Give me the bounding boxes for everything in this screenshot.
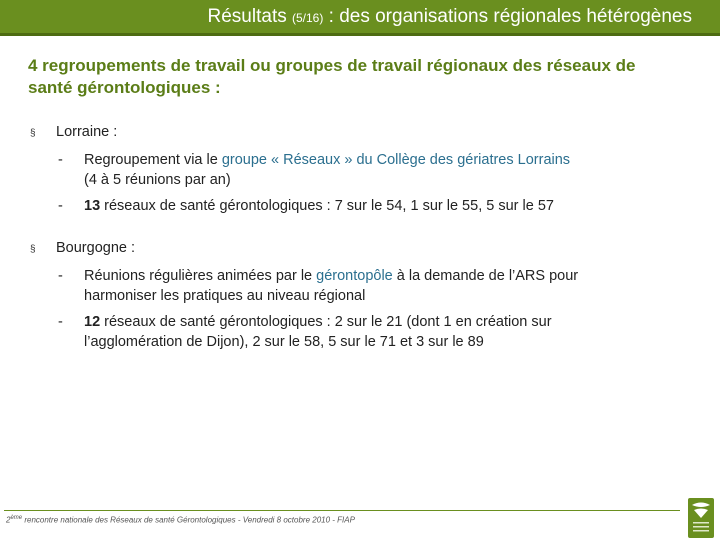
footer-superscript: ème (10, 515, 23, 521)
bullet-row (28, 238, 698, 260)
footer-divider (4, 510, 680, 511)
slide-subtitle (28, 55, 688, 99)
section-label: Bourgogne : (56, 240, 136, 256)
dash-marker: - (58, 268, 63, 284)
item-text: Regroupement via le (84, 152, 222, 168)
section-lorraine (28, 122, 698, 216)
list-item-line (84, 196, 698, 216)
item-count: 13 (84, 198, 101, 214)
section-bourgogne (28, 238, 698, 352)
title-text-part2: : des organisations régionales hétérogènes (323, 6, 692, 27)
dash-marker: - (58, 152, 63, 168)
list-item-line (84, 150, 698, 170)
bullet-icon: § (30, 244, 36, 255)
list-item-line (84, 312, 698, 332)
list-item-line: harmoniser les pratiques au niveau régional (84, 288, 366, 304)
item-text: Réunions régulières animées par le (84, 268, 317, 284)
section-label: Lorraine : (56, 124, 118, 140)
title-slide-counter: (5/16) (292, 11, 324, 25)
footer-caption: rencontre nationale des Réseaux de santé Gérontologiques - Vendredi 8 octobre 2010 - FIAP (22, 515, 355, 525)
footer-ordinal: 2 (6, 515, 11, 525)
subtitle-line-2: santé gérontologiques : (28, 78, 221, 97)
subtitle-line-1: 4 regroupements de travail ou groupes de travail régionaux des réseaux de (28, 56, 636, 75)
footer-text (6, 515, 355, 525)
item-text: à la demande de l’ARS pour (392, 268, 579, 284)
slide-title (208, 6, 692, 28)
item-count: 12 (84, 314, 101, 330)
item-highlight: gérontopôle (316, 268, 393, 284)
organization-logo-icon (688, 498, 714, 538)
list-item-line: (4 à 5 réunions par an) (84, 172, 231, 188)
list-item-line (84, 266, 698, 286)
list-item-line: l’agglomération de Dijon), 2 sur le 58, 5 sur le 71 et 3 sur le 89 (84, 334, 484, 350)
list-item (28, 266, 698, 306)
list-item (28, 150, 698, 190)
item-text: réseaux de santé gérontologiques : 2 sur le 21 (dont 1 en création sur (100, 314, 552, 330)
list-item (28, 196, 698, 216)
header-bar (0, 0, 720, 36)
dash-marker: - (58, 198, 63, 214)
list-item (28, 312, 698, 352)
title-text-part1: Résultats (207, 6, 292, 27)
bullet-row (28, 122, 698, 144)
dash-marker: - (58, 314, 63, 330)
item-highlight: groupe « Réseaux » du Collège des gériatres Lorrains (221, 152, 571, 168)
item-text: réseaux de santé gérontologiques : 7 sur le 54, 1 sur le 55, 5 sur le 57 (100, 198, 554, 214)
bullet-icon: § (30, 128, 36, 139)
